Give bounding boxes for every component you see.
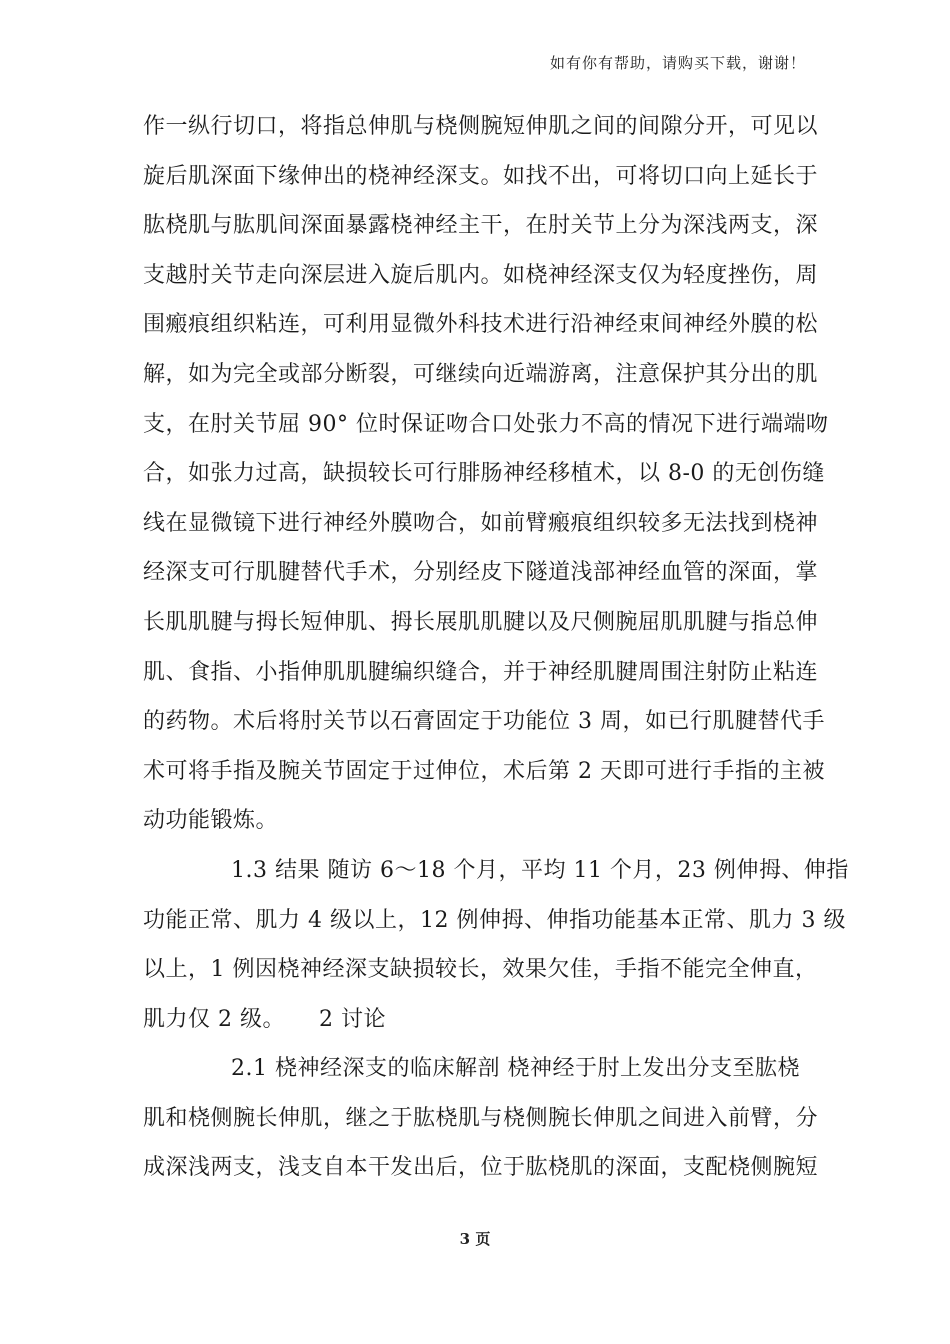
text-line: 支越肘关节走向深层进入旋后肌内。如桡神经深支仅为轻度挫伤，周	[143, 262, 819, 288]
text-line: 旋后肌深面下缘伸出的桡神经深支。如找不出，可将切口向上延长于	[143, 163, 819, 189]
text-line: 作一纵行切口，将指总伸肌与桡侧腕短伸肌之间的间隙分开，可见以	[143, 114, 819, 139]
text-line: 1.3 结果 随访 6～18 个月，平均 11 个月，23 例伸拇、伸指	[231, 857, 849, 883]
text-line: 的药物。术后将肘关节以石膏固定于功能位 3 周，如已行肌腱替代手	[143, 709, 825, 735]
document-body	[143, 102, 849, 1193]
text-line: 肌和桡侧腕长伸肌，继之于肱桡肌与桡侧腕长伸肌之间进入前臂，分	[143, 1105, 819, 1131]
text-line: 功能正常、肌力 4 级以上，12 例伸拇、伸指功能基本正常、肌力 3 级	[143, 907, 846, 933]
text-line: 线在显微镜下进行神经外膜吻合，如前臂瘢痕组织较多无法找到桡神	[143, 510, 819, 536]
text-line: 2.1 桡神经深支的临床解剖 桡神经于肘上发出分支至肱桡	[231, 1056, 800, 1082]
download-notice: 如有你有帮助，请购买下载，谢谢！	[549, 54, 806, 72]
text-line: 合，如张力过高，缺损较长可行腓肠神经移植术，以 8-0 的无创伤缝	[143, 461, 825, 487]
text-line: 肌、食指、小指伸肌肌腱编织缝合，并于神经肌腱周围注射防止粘连	[143, 659, 819, 685]
page-number: 3 页	[459, 1230, 491, 1248]
text-line: 成深浅两支，浅支自本干发出后，位于肱桡肌的深面，支配桡侧腕短	[143, 1155, 819, 1181]
text-line: 解，如为完全或部分断裂，可继续向近端游离，注意保护其分出的肌	[143, 361, 819, 387]
text-line: 经深支可行肌腱替代手术，分别经皮下隧道浅部神经血管的深面，掌	[143, 560, 819, 586]
text-line: 术可将手指及腕关节固定于过伸位，术后第 2 天即可进行手指的主被	[143, 758, 825, 784]
text-line: 肱桡肌与肱肌间深面暴露桡神经主干，在肘关节上分为深浅两支，深	[143, 213, 819, 239]
text-line: 以上，1 例因桡神经深支缺损较长，效果欠佳，手指不能完全伸直，	[143, 957, 818, 983]
text-line: 围瘢痕组织粘连，可利用显微外科技术进行沿神经束间神经外膜的松	[143, 312, 819, 338]
text-line: 长肌肌腱与拇长短伸肌、拇长展肌肌腱以及尺侧腕屈肌肌腱与指总伸	[143, 609, 819, 635]
text-line: 肌力仅 2 级。 2 讨论	[143, 1006, 386, 1032]
text-line: 动功能锻炼。	[143, 808, 279, 834]
text-line: 支，在肘关节屈 90° 位时保证吻合口处张力不高的情况下进行端端吻	[143, 411, 829, 437]
